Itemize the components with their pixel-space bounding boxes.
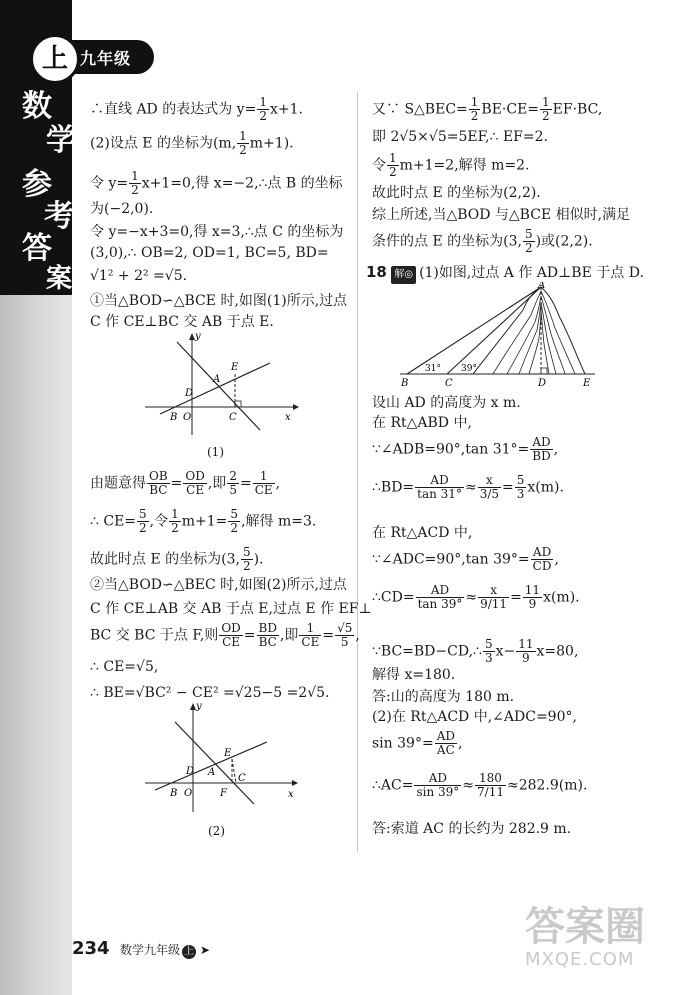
mountain-figure [395,282,605,392]
answer-title-4: 案 [45,264,72,294]
right-line-18: sin 39°= $\frac{AD}{AC}$ , [372,729,463,757]
fig1-a-label: A [213,374,221,385]
figure-1 [135,330,300,440]
fig2-o-label: O [184,788,193,799]
left-line-9: C 作 CE⊥BC 交 AB 于点 E. [90,314,274,330]
right-line-3: 令 $\frac{1}{2}$ m+1=2,解得 m=2. [372,151,530,179]
right-line-1: 又∵ S△BEC= $\frac{1}{2}$ BE·CE= $\frac{1}{2}$ EF·BC, [372,95,603,123]
right-line-11: 在 Rt△ACD 中, [372,525,473,541]
left-line-12: 故此时点 E 的坐标为(3, $\frac{5}{2}$ ). [90,545,264,573]
figure-1-caption: (1) [207,445,224,459]
right-line-13: ∴CD= $\frac{AD}{\tan 39^\circ}$ ≈ $\frac{x}{9/11}$ = $\frac{11}{9}$ x(m). [372,583,580,611]
mountain-a-label: A [538,282,546,291]
figure-2-caption: (2) [208,824,225,838]
fig1-c-label: C [229,412,237,423]
right-line-5: 综上所述,当△BOD 与△BCE 相似时,满足 [372,207,631,223]
right-line-16: 答:山的高度为 180 m. [372,689,515,705]
left-line-13: ②当△BOD∽△BEC 时,如图(2)所示,过点 [90,577,347,593]
fig1-o-label: O [183,412,192,423]
fig1-x-label: x [285,412,291,423]
right-line-4: 故此时点 E 的坐标为(2,2). [372,185,541,201]
right-line-20: 答:索道 AC 的长约为 282.9 m. [372,821,572,837]
answer-title-2: 考 [44,199,74,234]
angle-39-label: 39° [461,364,477,374]
left-line-8: ①当△BOD∽△BCE 时,如图(1)所示,过点 [90,293,348,309]
left-line-10: 由题意得 $\frac{OB}{BC}$ = $\frac{OD}{CE}$ ,即 $\frac{2}{5}$ = $\frac{1}{CE}$ , [90,469,281,497]
left-line-4: 为(−2,0). [90,201,154,217]
fig1-d-label: D [185,388,194,399]
fig1-e-label: E [231,362,239,373]
fig2-c-label: C [238,773,246,784]
question-18-header: 18 解◎ (1)如图,过点 A 作 AD⊥BE 于点 D. [366,263,644,284]
right-line-19: ∴AC= $\frac{AD}{\sin 39^\circ}$ ≈ $\frac{180}{7/11}$ ≈282.9(m). [372,771,588,799]
watermark: 答案圈 MXQE.COM [525,904,645,970]
left-line-16: ∴ CE=√5, [90,659,159,675]
footer-volume-badge: 上 [184,946,195,957]
left-line-2: (2)设点 E 的坐标为(m, $\frac{1}{2}$ m+1). [90,129,294,157]
left-line-5: 令 y=−x+3=0,得 x=3,∴点 C 的坐标为 [90,224,344,240]
left-line-7: √1² + 2² =√5. [90,268,188,284]
mountain-c-label: C [445,378,453,389]
mountain-d-label: D [538,378,547,389]
left-line-6: (3,0),∴ OB=2, OD=1, BC=5, BD= [90,245,329,261]
left-line-3: 令 y= $\frac{1}{2}$ x+1=0,得 x=−2,∴点 B 的坐标 [90,169,343,197]
mountain-e-label: E [583,378,591,389]
left-line-1: ∴直线 AD 的表达式为 y= $\frac{1}{2}$ x+1. [90,95,303,123]
right-line-2: 即 2√5×√5=5EF,∴ EF=2. [372,129,548,145]
right-line-9: ∵∠ADB=90°,tan 31°= $\frac{AD}{BD}$ , [372,435,559,463]
right-line-12: ∵∠ADC=90°,tan 39°= $\frac{AD}{CD}$ , [372,545,559,573]
subject-title-1: 数 [22,89,52,124]
mountain-b-label: B [401,378,409,389]
right-line-10: ∴BD= $\frac{AD}{\tan 31^\circ}$ ≈ $\frac{x}{3/5}$ = $\frac{5}{3}$ x(m). [372,473,564,501]
fig2-x-label: x [288,789,294,800]
right-line-15: 解得 x=180. [372,667,456,683]
fig2-y-label: y [196,701,202,712]
fig2-d-label: D [186,766,195,777]
fig1-b-label: B [170,412,178,423]
page-number: 234 [72,938,110,959]
answer-title-1: 参 [22,167,52,202]
subject-title-2: 学 [46,123,76,158]
column-divider [357,92,358,852]
right-line-14: ∵BC=BD−CD,∴ $\frac{5}{3}$ x− $\frac{11}{9}$ x=80, [372,637,579,665]
left-line-17: ∴ BE=√BC² − CE² =√25−5 =2√5. [90,685,330,701]
fig2-f-label: F [220,788,227,799]
grade-label: 九年级 [80,49,132,68]
fig2-b-label: B [170,788,178,799]
angle-31-label: 31° [425,364,441,374]
right-line-8: 在 Rt△ABD 中, [372,415,472,431]
left-line-14: C 作 CE⊥AB 交 AB 于点 E,过点 E 作 EF⊥ [90,601,372,617]
footer-book-title: 数学九年级 上 ➤ [120,943,210,957]
fig2-a-label: A [208,767,216,778]
right-line-17: (2)在 Rt△ACD 中,∠ADC=90°, [372,709,577,725]
left-line-11: ∴ CE= $\frac{5}{2}$ ,令 $\frac{1}{2}$ m+1= $\frac{5}{2}$ ,解得 m=3. [90,507,317,535]
right-line-7: 设山 AD 的高度为 x m. [372,395,521,411]
answer-title-3: 答 [22,231,52,266]
fig2-e-label: E [224,748,232,759]
figure-2 [140,700,300,820]
right-line-6: 条件的点 E 的坐标为(3, $\frac{5}{2}$ )或(2,2). [372,227,593,255]
left-line-15: BC 交 BC 于点 F,则 $\frac{OD}{CE}$ = $\frac{BD}{BC}$ ,即 $\frac{1}{CE}$ = $\frac{√5}{5}$ , [90,621,360,649]
fig1-y-label: y [195,331,201,342]
volume-badge: 上 [30,34,80,84]
